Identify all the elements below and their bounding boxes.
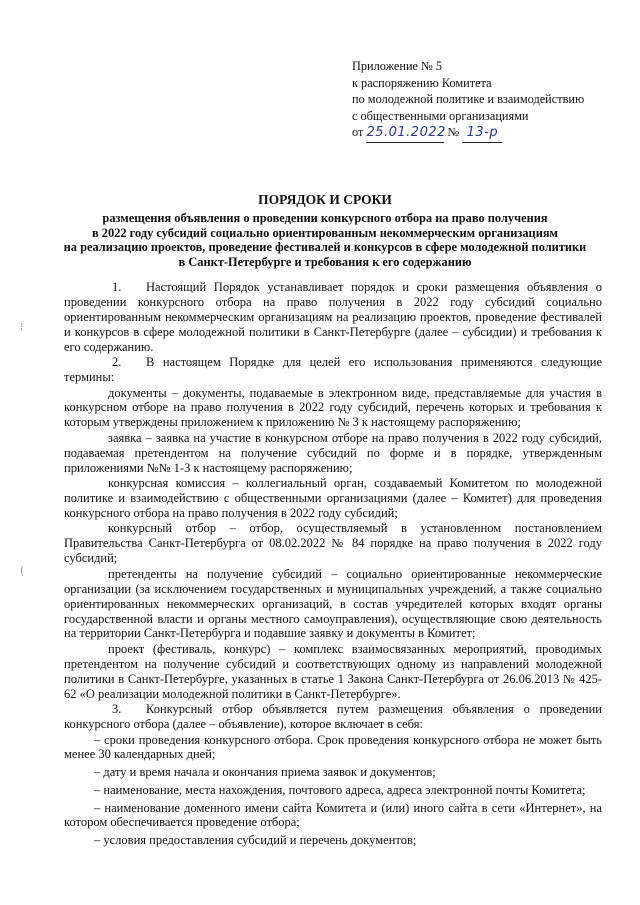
list-item: – дату и время начала и окончания приема заявок и документов; bbox=[94, 765, 436, 780]
appendix-date-line bbox=[352, 124, 622, 143]
term-application: заявка – заявка на участие в конкурсном отборе на право получения в 2022 году субсидий, подаваемая претендентом на получение субсидий по форме и в порядке, утвержденным приложениями №№ 1-3 к настоящему распоряжению; bbox=[64, 430, 602, 475]
document-body bbox=[64, 280, 602, 851]
term-commission: конкурсная комиссия – коллегиальный орган, создаваемый Комитетом по молодежной политике и взаимодействию с общественными организациями (далее – Комитет) для проведения конкурсного отбора на право получения в 2022 году субсидий; bbox=[64, 476, 602, 520]
term-selection: конкурсный отбор – отбор, осуществляемый в установленном постановлением Правительства Санкт-Петербурга от 08.02.2022 № 84 порядке на право получения в 2022 году субсидий; bbox=[64, 521, 602, 566]
paragraph-3 bbox=[64, 702, 602, 732]
list-item: – сроки проведения конкурсного отбора. Срок проведения конкурсного отбора не может быть менее 30 календарных дней; bbox=[64, 732, 602, 762]
appendix-committee-line: по молодежной политике и взаимодействию bbox=[352, 92, 585, 106]
title-line-2: в 2022 году субсидий социально ориентированным некоммерческим организациям bbox=[92, 225, 558, 240]
paragraph-text: В настоящем Порядке для целей его использования применяются следующие термины: bbox=[64, 355, 602, 385]
handwritten-date: 25.01.2022 bbox=[366, 125, 444, 143]
date-prefix: от bbox=[352, 125, 364, 139]
scan-edge-mark: ⁝ bbox=[20, 322, 24, 333]
appendix-org-line: с общественными организациями bbox=[352, 108, 529, 123]
title-line-3: на реализацию проектов, проведение фестивалей и конкурсов в сфере молодежной политики bbox=[63, 240, 587, 255]
term-project: проект (фестиваль, конкурс) – комплекс взаимосвязанных мероприятий, проводимых претендентом на получение субсидий и соответствующих одному из направлений молодежной политики в Санкт-Петербурге, указанных в статье 1 Закона Санкт-Петербурга от 26.06.2013 № 425-62 «О реализации молодежной политики в Санкт-Петербурге». bbox=[64, 641, 602, 701]
list-item: – наименование, места нахождения, почтового адреса, адреса электронной почты Комитета; bbox=[94, 782, 586, 797]
appendix-ref-line: к распоряжению Комитета bbox=[352, 75, 492, 90]
paragraph-number: 3. bbox=[112, 702, 122, 717]
paragraph-text: Конкурсный отбор объявляется путем размещения объявления о проведении конкурсного отбора (далее – объявление), которое включает в себя: bbox=[64, 702, 602, 732]
list-item: – наименование доменного имени сайта Комитета и (или) иного сайта в сети «Интернет», на котором обеспечивается проведение отбора; bbox=[64, 800, 602, 830]
scan-edge-mark: ( bbox=[20, 566, 24, 577]
handwritten-number: 13-р bbox=[462, 125, 502, 143]
document-title bbox=[50, 191, 600, 269]
term-documents: документы – документы, подаваемые в электронном виде, представляемые для участия в конкурсном отборе на право получения в 2022 году субсидий, перечень которых и требования к которым утверждены приложением к приложению № 3 к настоящему распоряжению; bbox=[64, 385, 602, 430]
title-line-1: размещения объявления о проведении конкурсного отбора на право получения bbox=[102, 211, 548, 225]
appendix-number: Приложение № 5 bbox=[352, 59, 443, 73]
paragraph-number: 1. bbox=[112, 280, 122, 294]
list-item: – условия предоставления субсидий и перечень документов; bbox=[94, 833, 417, 848]
paragraph-text: Настоящий Порядок устанавливает порядок и сроки размещения объявления о проведении конкурсного отбора на право получения в 2022 году субсидий социально ориентированным некоммерческим организациям на реализацию проектов, проведение фестивалей и конкурсов в сфере молодежной политики в Санкт-Петербурге (далее – субсидии) и требования к его содержанию. bbox=[64, 280, 602, 354]
term-applicants: претенденты на получение субсидий – социально ориентированные некоммерческие организации (за исключением государственных и муниципальных учреждений, а также социально ориентированных некоммерческих организаций, в состав учредителей которых входят органы государственной власти и органы местного самоуправления), осуществляющие свою деятельность на территории Санкт-Петербурга и подавшие заявку и документы в Комитет; bbox=[64, 566, 602, 641]
paragraph-1 bbox=[64, 280, 602, 355]
paragraph-2 bbox=[64, 355, 602, 385]
paragraph-number: 2. bbox=[112, 355, 122, 370]
title-line-4: в Санкт-Петербурге и требования к его содержанию bbox=[178, 254, 472, 269]
title-main: ПОРЯДОК И СРОКИ bbox=[258, 192, 392, 207]
number-prefix: № bbox=[447, 125, 460, 139]
appendix-header bbox=[352, 58, 622, 143]
